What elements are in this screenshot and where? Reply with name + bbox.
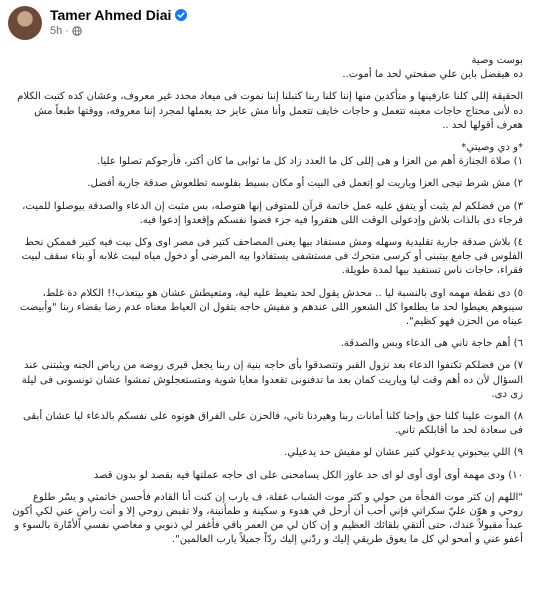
post-header: [8, 6, 187, 42]
post-paragraph-will-10: ١٠) ودى مهمة أوى أوى أوى لو اى حد عاوز الكل يسامحنى على اى حاجه عملتها فيه بقصد لو بدون قصد: [93, 469, 523, 481]
globe-icon: [72, 26, 82, 36]
post-paragraph-will-5: ٥) دى نقطة مهمه اوى بالنسبة ليا .. محدش يقول لحد بتعيط عليه لية، ومتعيطش عشان هو بيتعذب!! الكلام دة غلط، سيبوهم يعيطوا لحد ما يطلعوا كل الشعور اللى عندهم و مفيش حاجه بتقول ان العياط معناه عدم رضا بقضاء ربنا "وأبيضت عيناه من الحزن فهو كظيم".: [19, 287, 523, 328]
post-paragraph-will-2: ٢) مش شرط تيجى العزا وياريت لو إتعمل فى البيت أو مكان بسيط بفلوسه تطلعوش صدقة جارية أفضل.: [87, 178, 523, 190]
post-paragraph-intro: بوست وصية ده هيفضل باين علي صفحتي لحد ما أموت..: [342, 55, 523, 81]
meta-separator: ·: [65, 25, 69, 37]
post-paragraph-will-8: ٨) الموت علينا كلنا حق وإحنا كلنا أمانات ربنا وهيردنا تاني، فالحزن على الفراق هونوه على نفسكم بالدعاء ليا عشان أبقى فى سعادة لحد ما أقابلكم تاني.: [23, 411, 523, 437]
post-time[interactable]: 5h: [50, 25, 63, 37]
post-paragraph-will-1: *و دي وصيتي* ١) صلاة الجنازة أهم من العزا و هى إللى كل ما العدد زاد كل ما ثوابى ما كان أكتر، فأرجوكم تصلوا عليا.: [97, 142, 523, 168]
post-paragraph-will-7: ٧) من فضلكم تكتفوا الدعاء بعد نزول القبر وتتصدقوا بأى حاجه بنية إن ربنا يجعل قبرى روضه من رياض الجنه ويثبتنى عند السؤال لأن ده أهم وقت ليا وياريت كمان بعد ما تدفنونى تقعدوا معايا شوية ومتستعجلوش تمشوا عشان تونسونى فى ليلة زى دى.: [21, 360, 523, 400]
post-paragraph-will-4: ٤) بلاش صدقة جارية تقليدية وسهله ومش مستفاد بيها يعنى المصاحف كتير فى مصر اوى وكل بيت فيه كتير فممكن نحط الفلوس فى جامع بيتبنى أو كرسى متحرك فى مستشفى يستفادوا بيه المرضى أو دخول مياه لبيت غلابه أو بناء سقف لبيت فقراء، حاجات ناس تستفيد بيها لمدة طويلة.: [21, 237, 523, 277]
post-time-row: [50, 25, 187, 37]
author-name[interactable]: Tamer Ahmed Diai: [50, 7, 172, 23]
post-paragraph-prayer: "اللهم إن كثر موت الفجأة من حولي و كثر موت الشباب غفلة، ف يارب إن كنت أنا القادم فأحسن خاتمتي و يسّر طلوع روحي و هوّن عليّ سكراتي فإني أحب أن أرحل في هدوء و سكينة و طمأنينة، ولا تقبض روحي إلا و أنت راضٍ عني لكي أكون عبداً مقبولاً عندك، حتى ألتقي بلقائك العظيم و إن كان لي من العمر باقي فأغفر لي ذنوبي و معاصي نفسي الأمّارة بالسوء و أعفو عني و أمحو لي كل ما يعوق طريقي إليك و ردّني إليك ردّاً جميلاً يارب العالمين".: [12, 491, 523, 546]
post-body: [8, 54, 523, 548]
post-paragraph-will-9: ٩) اللي بيحبوني يدعولي كتير عشان لو مفيش حد يدعيلي.: [284, 447, 523, 459]
post-paragraph-will-6: ٦) أهم حاجة تاني هى الدعاء وبس والصدقة.: [340, 338, 523, 350]
author-name-row: [50, 7, 187, 23]
post-meta: [50, 6, 187, 37]
verified-badge-icon: [175, 9, 187, 21]
post-paragraph-truth: الحقيقة إللى كلنا عارفينها و متأكدين منها إننا كلنا ربنا كتبلنا إننا نموت فى ميعاد محدد غير معروف، وعشان كده كتبت الكلام ده لأنى محتاج حاجات معينه تتعمل و حاجات خايف تتعمل وأنا مش عايز حد يعملها لمجرد إننا معروفه، ووقتها طبعاً مش هعرف أقولها لحد ..: [17, 91, 523, 131]
author-avatar[interactable]: [8, 6, 42, 40]
post-paragraph-will-3: ٣) من فضلكم لم يثبت أو يتفق عليه عمل خاتمة قرآن للمتوفى إنها هتوصله، بس مثبت إن الدعاء والصدقة بيوصلوا للميت، فرجاء دى بالذات بلاش وإدعولى الوقت اللى هتقروا فيه جزء فضوا نفسكم وإقعدوا إدعوا فيه.: [22, 200, 523, 226]
